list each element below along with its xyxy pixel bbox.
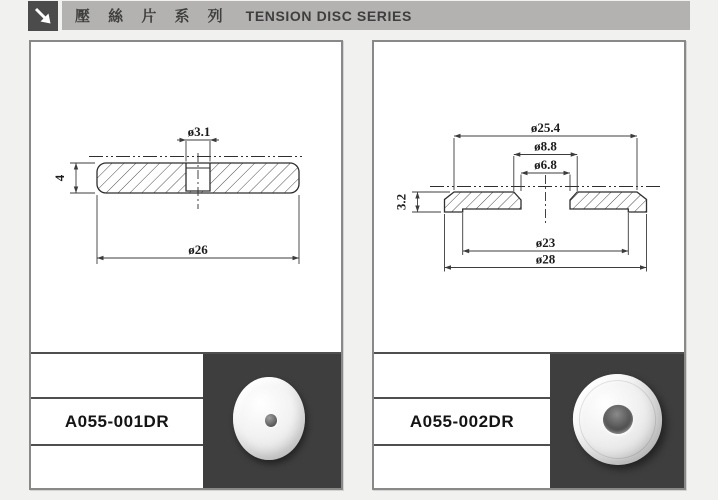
- product-card-2: [372, 40, 686, 490]
- dim-top-diameter: ø25.4: [530, 120, 561, 135]
- dim-hole-diameter: ø3.1: [187, 124, 211, 139]
- disc-photo-small-hole: [233, 377, 305, 460]
- part-number-2: A055-002DR: [409, 411, 515, 431]
- disc-photo-large-hole: [563, 365, 671, 475]
- title-bar: [62, 1, 690, 30]
- series-title-chinese: 壓 絲 片 系 列: [75, 8, 230, 25]
- dim-thickness: 3.2: [393, 193, 409, 211]
- spec-table-2: [374, 352, 684, 488]
- dim-hole-diameter: ø6.8: [534, 157, 557, 172]
- spec-table-1: [31, 352, 341, 488]
- product-card-1: [29, 40, 343, 490]
- disc-center-hole: [600, 402, 636, 437]
- dim-counterbore-diameter: ø8.8: [534, 138, 557, 154]
- product-photo-1: [203, 354, 341, 488]
- technical-drawing-1: [31, 42, 341, 352]
- part-number-1: A055-001DR: [64, 411, 170, 431]
- disc-center-hole: [265, 414, 277, 427]
- product-photo-2: [550, 354, 684, 488]
- series-title-english: TENSION DISC SERIES: [245, 7, 412, 24]
- dim-recess-diameter: ø23: [535, 235, 556, 250]
- table-row-divider: [374, 444, 550, 446]
- arrow-down-right-icon: [28, 1, 58, 31]
- dim-outer-diameter: ø26: [188, 242, 208, 257]
- technical-drawing-2: [374, 42, 684, 352]
- table-row-divider: [31, 444, 203, 446]
- dim-outer-diameter: ø28: [535, 251, 556, 267]
- dim-thickness: 4: [52, 174, 67, 182]
